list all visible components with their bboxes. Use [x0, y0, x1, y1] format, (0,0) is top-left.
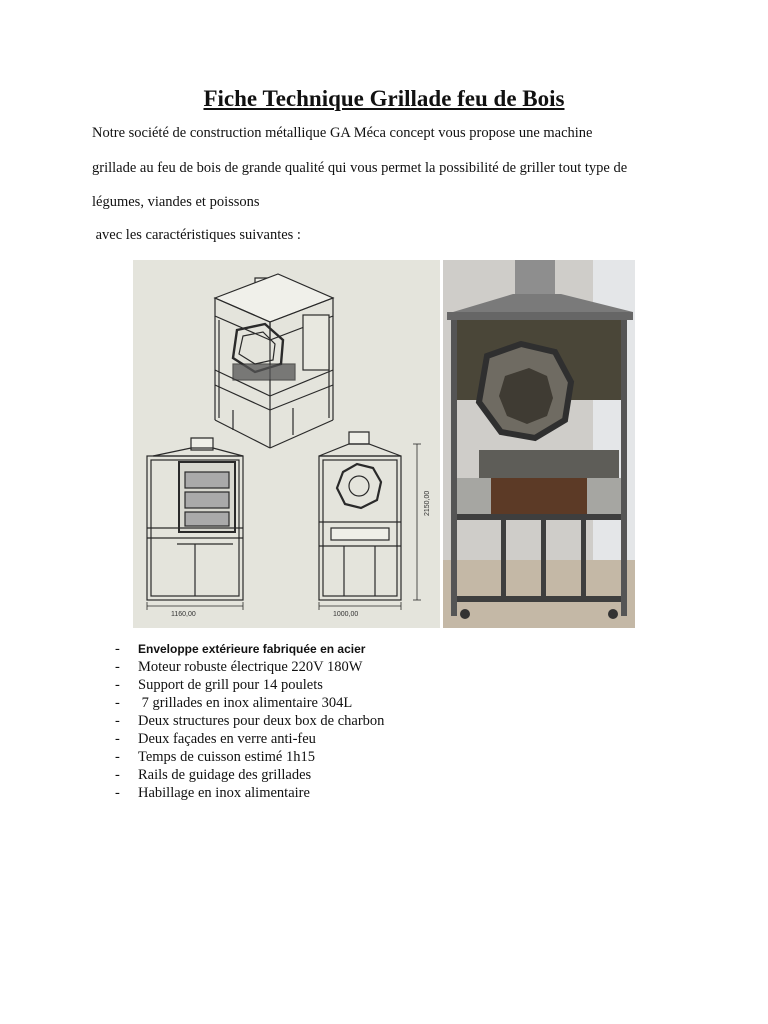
list-item — [115, 694, 384, 712]
bullet: - — [115, 695, 120, 711]
list-item — [115, 766, 384, 784]
list-item — [115, 748, 384, 766]
list-item — [115, 640, 384, 658]
bullet: - — [115, 659, 120, 675]
bullet: - — [115, 785, 120, 801]
list-item — [115, 784, 384, 802]
list-item — [115, 676, 384, 694]
list-item — [115, 712, 384, 730]
technical-drawing — [133, 260, 440, 628]
product-figure — [133, 260, 635, 628]
bullet: - — [115, 713, 120, 729]
feature-text: 7 grillades en inox alimentaire 304L — [138, 695, 353, 711]
intro-line-4: avec les caractéristiques suivantes : — [92, 227, 301, 243]
intro-line-2: grillade au feu de bois de grande qualité qui vous permet la possibilité de griller tout type de — [92, 160, 628, 176]
feature-text: Support de grill pour 14 poulets — [138, 677, 323, 693]
feature-text: Enveloppe extérieure fabriquée en acier — [138, 642, 366, 656]
bullet: - — [115, 641, 120, 657]
bullet: - — [115, 677, 120, 693]
machine-photo — [443, 260, 635, 628]
bullet: - — [115, 731, 120, 747]
isometric-view — [215, 274, 333, 448]
feature-text: Moteur robuste électrique 220V 180W — [138, 659, 363, 675]
feature-text: Habillage en inox alimentaire — [138, 785, 310, 801]
dim-width-front: 1160,00 — [171, 611, 196, 618]
features-list — [115, 640, 384, 802]
bullet: - — [115, 749, 120, 765]
intro-line-1: Notre société de construction métallique GA Méca concept vous propose une machine — [92, 125, 593, 141]
front-view — [147, 438, 243, 610]
feature-text: Deux façades en verre anti-feu — [138, 731, 316, 747]
feature-text: Rails de guidage des grillades — [138, 767, 312, 783]
feature-text: Temps de cuisson estimé 1h15 — [138, 749, 315, 765]
feature-text: Deux structures pour deux box de charbon — [138, 713, 385, 729]
dim-height: 2150,00 — [424, 490, 431, 516]
bullet: - — [115, 767, 120, 783]
intro-line-3: légumes, viandes et poissons — [92, 194, 260, 210]
list-item — [115, 730, 384, 748]
dim-width-side: 1000,00 — [333, 611, 359, 618]
side-view — [319, 432, 421, 610]
list-item — [115, 658, 384, 676]
page-title: Fiche Technique Grillade feu de Bois — [203, 86, 565, 111]
